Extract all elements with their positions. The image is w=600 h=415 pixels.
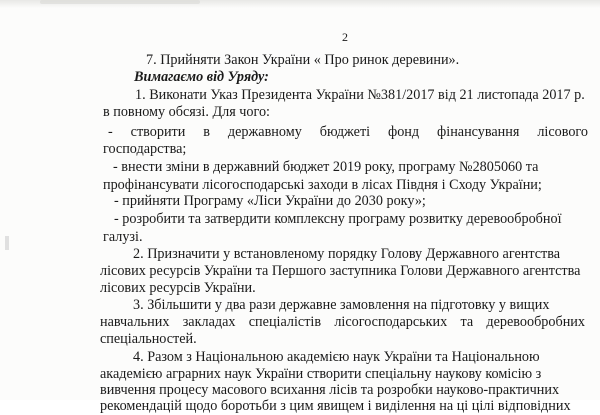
page-number: 2 bbox=[342, 30, 348, 44]
document-line: академією аграрних наук України створити спеціальну наукову комісію з bbox=[100, 366, 542, 382]
document-line-7: 7. Прийняти Закон України « Про ринок деревини». bbox=[146, 52, 460, 68]
document-line: спеціальностей. bbox=[100, 331, 197, 347]
document-line: галузі. bbox=[103, 229, 143, 245]
document-line: навчальних закладах спеціалістів лісогосподарських та деревообробних bbox=[100, 314, 585, 330]
list-item-fund: - створити в державному бюджеті фонд фінансування лісового bbox=[108, 124, 588, 140]
document-line-2: 2. Призначити у встановленому порядку Голову Державного агентства bbox=[133, 246, 561, 262]
section-heading-government: Вимагаємо від Уряду: bbox=[134, 69, 269, 85]
list-item-budget: - внести зміни в державний бюджет 2019 року, програму №2805060 та bbox=[113, 159, 539, 175]
document-line-3: 3. Збільшити у два рази державне замовлення на підготовку у вищих bbox=[133, 297, 550, 313]
document-line: лісових ресурсів України та Першого заступника Голови Державного агентства bbox=[100, 263, 581, 279]
document-line: вивчення процесу масового всихання лісів та розробки науково-практичних bbox=[100, 382, 560, 398]
document-line: лісових ресурсів України. bbox=[100, 280, 256, 296]
document-line-4: 4. Разом з Національною академією наук України та Національною bbox=[133, 349, 540, 365]
document-line: в повному обсязі. Для чого: bbox=[103, 104, 271, 120]
document-line: господарства; bbox=[103, 141, 187, 157]
document-line-1: 1. Виконати Указ Президента України №381/2017 від 21 листопада 2017 р. bbox=[135, 87, 585, 103]
document-line: рекомендацій щодо боротьби з цим явищем і виділення на ці цілі відповідних bbox=[100, 398, 571, 414]
document-line: профінансувати лісогосподарські заходи в лісах Півдня і Сходу України; bbox=[103, 177, 542, 193]
scan-smudge bbox=[40, 0, 200, 4]
list-item-program: - прийняти Програму «Ліси України до 2030 року»; bbox=[114, 193, 426, 209]
list-item-woodworking: - розробити та затвердити комплексну програму розвитку деревообробної bbox=[114, 211, 562, 227]
scan-margin-mark bbox=[5, 236, 9, 250]
